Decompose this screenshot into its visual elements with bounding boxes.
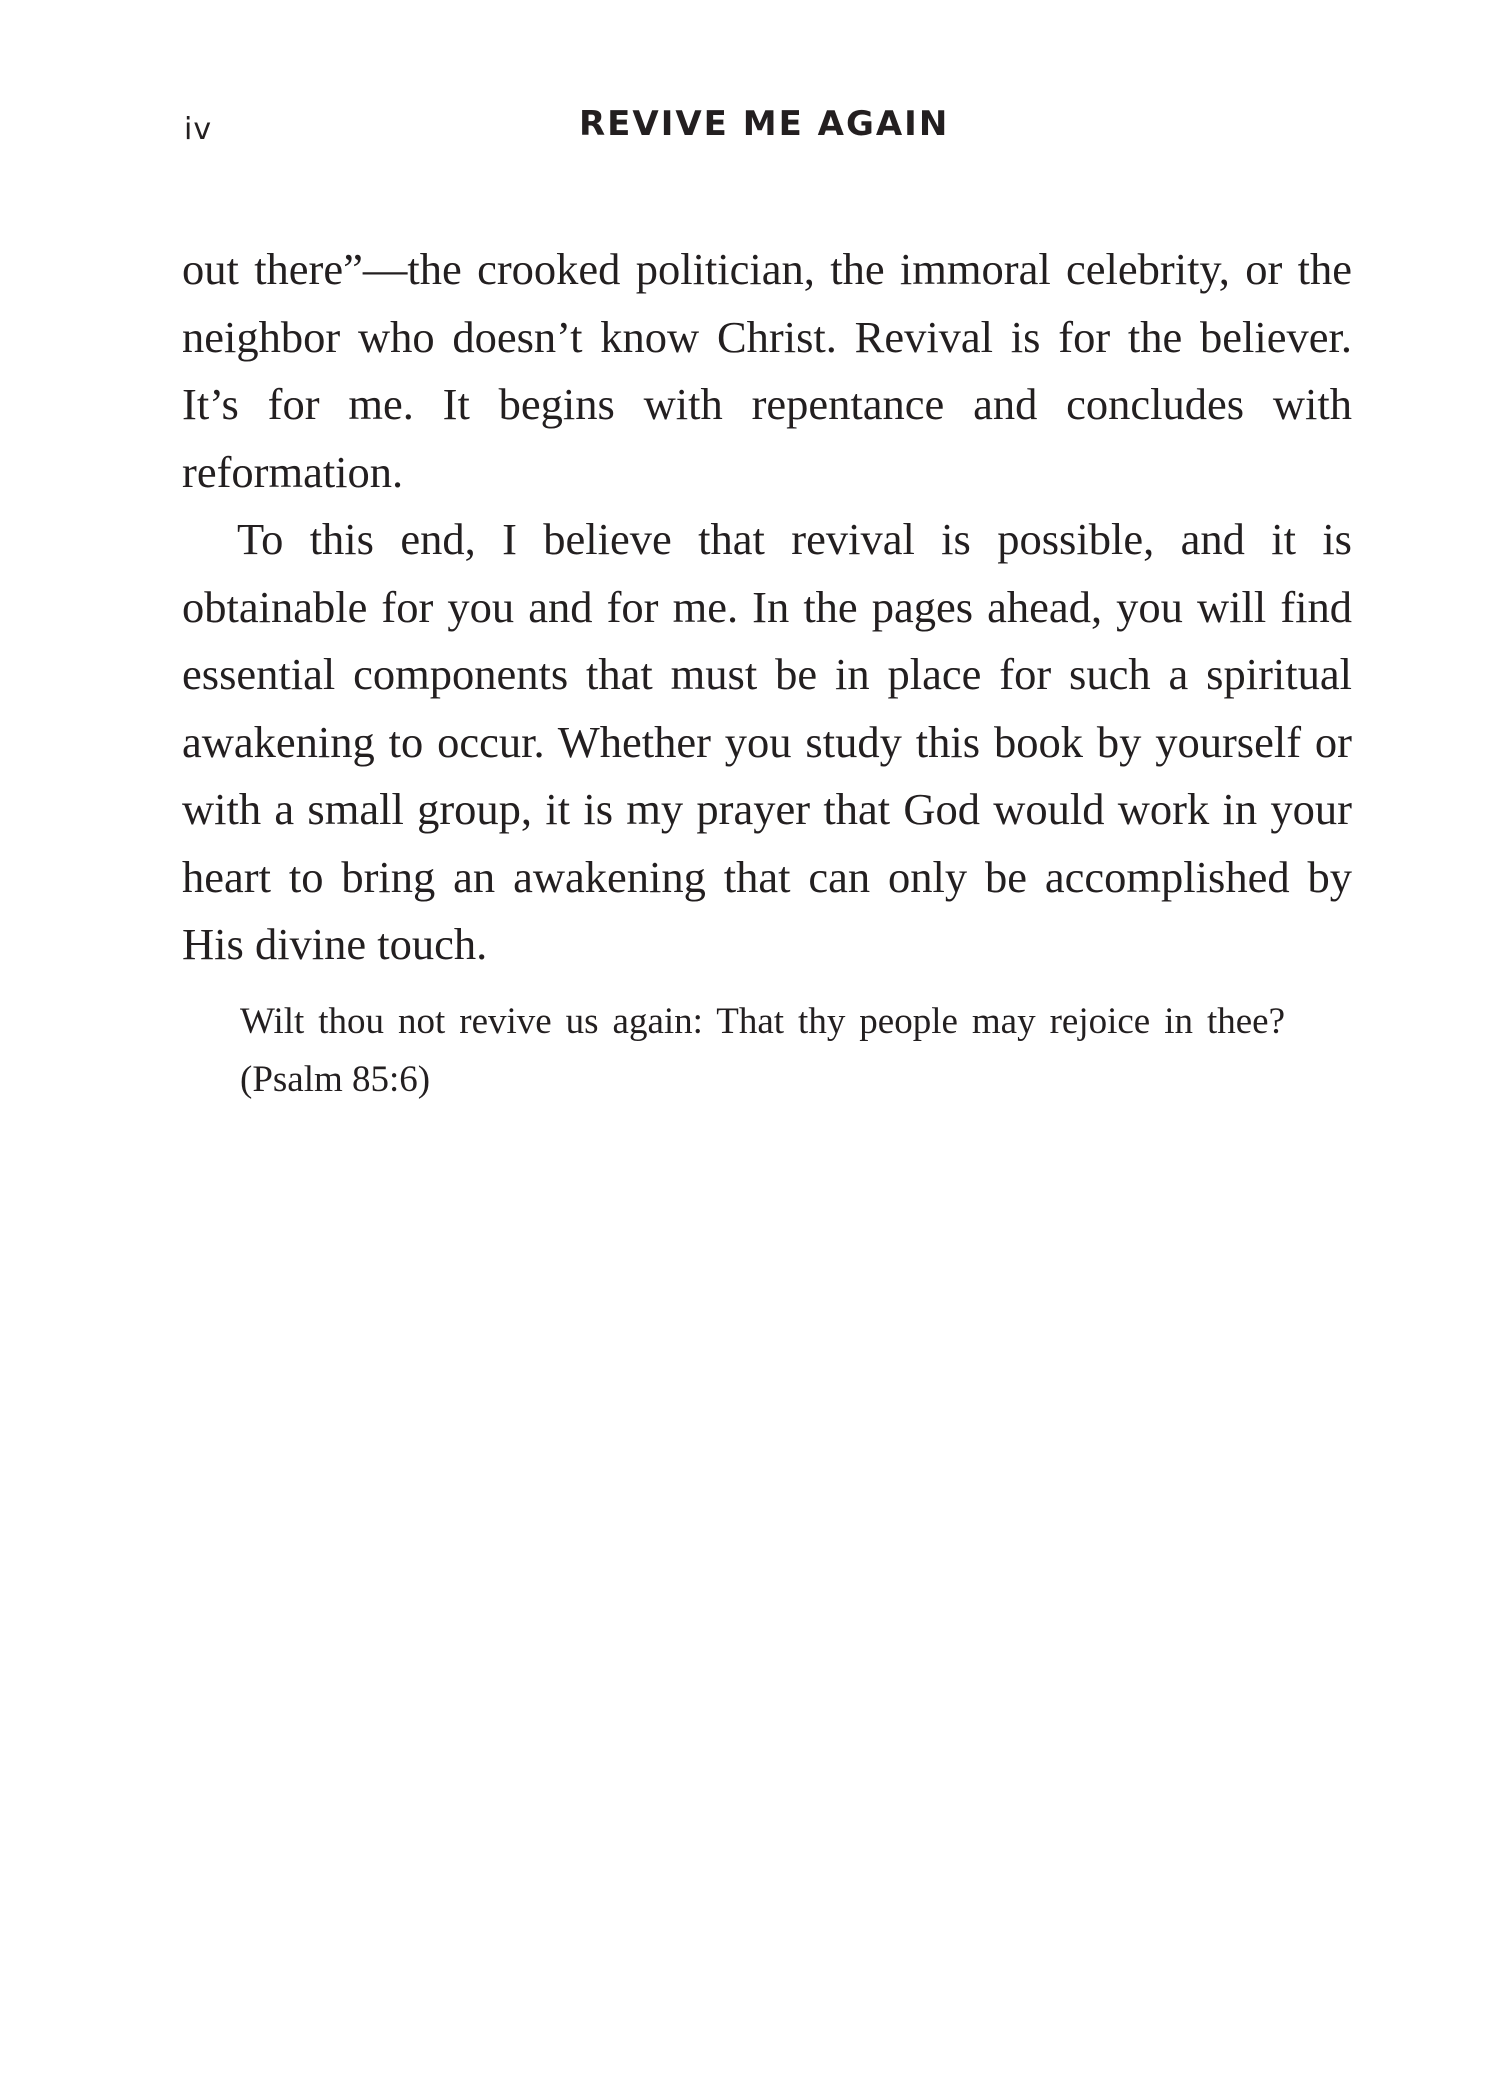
paragraph-continued: out there”—the crooked politician, the immoral celebrity, or the neighbor who doesn’t know Christ. Revival is for the believer. It’s for me. It begins with repentance and concludes with reformation. [182,244,1352,497]
paragraph: To this end, I believe that revival is possible, and it is obtainable for you and for me. In the pages ahead, you will find essential components that must be in place for such a spiritual awakening to occur. Whether you study this book by yourself or with a small group, it is my prayer that God would work in your heart to bring an awakening that can only be accomplished by His divine touch. [182,514,1352,969]
page-number: iv [184,112,213,147]
body-text [182,236,1352,979]
book-title: REVIVE ME AGAIN [579,104,950,144]
scripture-quote: Wilt thou not revive us again: That thy people may rejoice in thee? (Psalm 85:6) [240,1001,1285,1100]
running-head [184,104,1350,154]
